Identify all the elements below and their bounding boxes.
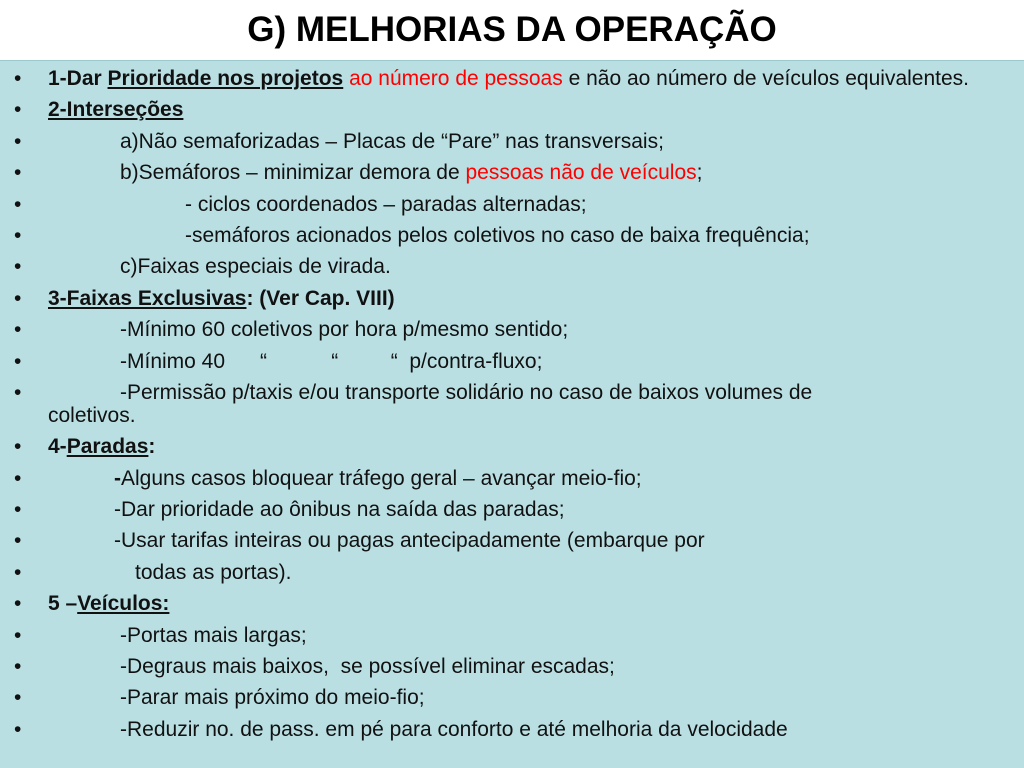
bullet-icon: • [14, 498, 22, 522]
bullet-icon: • [14, 67, 22, 90]
bullet-icon: • [14, 98, 22, 122]
list-item: • -Degraus mais baixos, se possível eliminar escadas; [14, 655, 615, 679]
list-item: • 1-Dar Prioridade nos projetos ao número de pessoas e não ao número de veículos equivalentes. [14, 67, 970, 90]
bullet-icon: • [14, 380, 22, 404]
list-item: • -Usar tarifas inteiras ou pagas antecipadamente (embarque por [14, 529, 705, 553]
list-item: • 2-Interseções [14, 98, 184, 122]
bullet-list [0, 61, 1024, 741]
list-item: • -Mínimo 60 coletivos por hora p/mesmo sentido; [14, 318, 569, 342]
bullet-icon: • [14, 129, 22, 153]
content-panel [0, 60, 1024, 768]
list-item: • a)Não semaforizadas – Placas de “Pare” nas transversais; [14, 129, 664, 153]
bullet-icon: • [14, 223, 22, 247]
bullet-icon: • [14, 435, 22, 459]
bullet-icon: • [14, 318, 22, 342]
bullet-icon: • [14, 592, 22, 616]
bullet-icon: • [14, 560, 22, 584]
list-item: • - ciclos coordenados – paradas alternadas; [14, 192, 587, 216]
bullet-icon: • [14, 161, 22, 185]
bullet-icon: • [14, 286, 22, 310]
list-item: • -Parar mais próximo do meio-fio; [14, 686, 425, 710]
list-item: • -Reduzir no. de pass. em pé para conforto e até melhoria da velocidade [14, 717, 788, 741]
slide-title: G) MELHORIAS DA OPERAÇÃO [0, 0, 1024, 60]
bullet-icon: • [14, 255, 22, 279]
bullet-icon: • [14, 655, 22, 679]
list-item: • -Portas mais largas; [14, 623, 307, 647]
list-item: • -Dar prioridade ao ônibus na saída das paradas; [14, 498, 565, 522]
bullet-icon: • [14, 349, 22, 373]
bullet-icon: • [14, 529, 22, 553]
list-item: • 5 –Veículos: [14, 592, 170, 616]
list-item: • 3-Faixas Exclusivas: (Ver Cap. VIII) [14, 286, 395, 310]
bullet-icon: • [14, 623, 22, 647]
list-item: • -semáforos acionados pelos coletivos no caso de baixa frequência; [14, 223, 810, 247]
list-item: • c)Faixas especiais de virada. [14, 255, 391, 279]
list-item: • b)Semáforos – minimizar demora de pessoas não de veículos; [14, 161, 703, 185]
list-item: • -Permissão p/taxis e/ou transporte solidário no caso de baixos volumes de coletivos. [14, 380, 813, 427]
list-item: • todas as portas). [14, 560, 292, 584]
list-item: • -Mínimo 40 “ “ “ p/contra-fluxo; [14, 349, 543, 373]
bullet-icon: • [14, 717, 22, 741]
bullet-icon: • [14, 466, 22, 490]
bullet-icon: • [14, 686, 22, 710]
list-item: • 4-Paradas: [14, 435, 156, 459]
list-item: • -Alguns casos bloquear tráfego geral – avançar meio-fio; [14, 466, 642, 490]
bullet-icon: • [14, 192, 22, 216]
